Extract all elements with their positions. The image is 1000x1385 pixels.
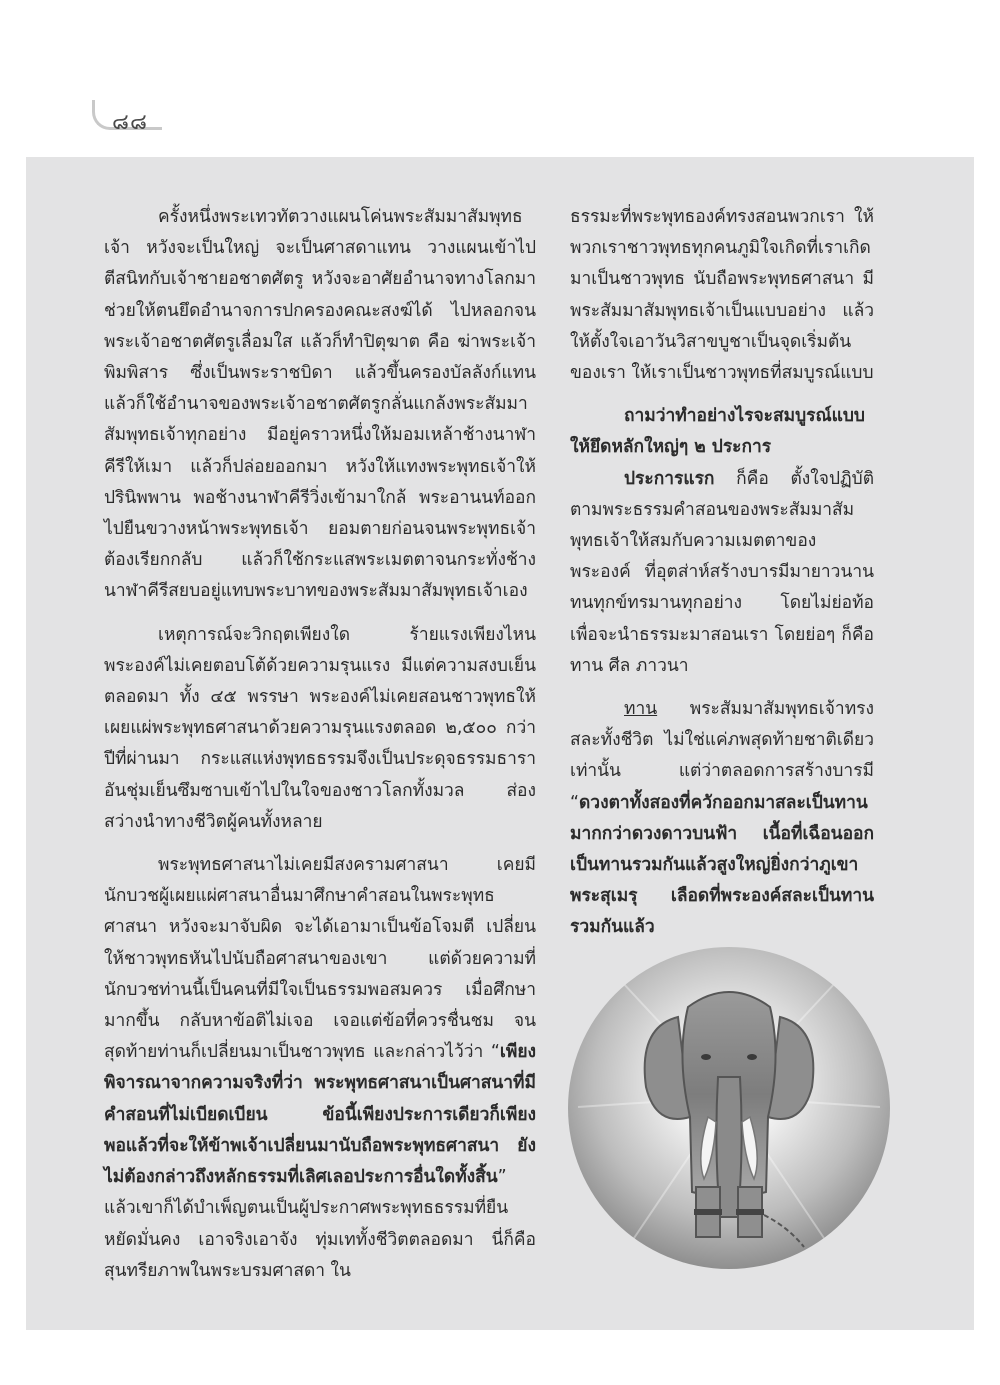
page-number: ๘๘ [112,110,148,135]
left-column [104,202,536,1287]
quote-bold: เพียงพิจารณาจากความจริงที่ว่า พระพุทธศาสนาเป็นศาสนาที่มีคำสอนที่ไม่เบียดเบียน ข้อนี้เพียงประการเดียวก็เพียงพอแล้วที่จะให้ข้าพเจ้าเปลี่ยนมานับถือพระพุทธศาสนา ยังไม่ต้องกล่าวถึงหลักธรรมที่เลิศเลอประการอื่นใดทั้งสิ้น [104,1042,536,1188]
right-column [570,202,874,944]
paragraph-devadatta: ครั้งหนึ่งพระเทวทัตวางแผนโค่นพระสัมมาสัมพุทธเจ้า หวังจะเป็นใหญ่ จะเป็นศาสดาแทน วางแผนเข้าไปตีสนิทกับเจ้าชายอชาตศัตรู หวังจะอาศัยอำนาจทางโลกมาช่วยให้ตนยึดอำนาจการปกครองคณะสงฆ์ได้ ไปหลอกจนพระเจ้าอชาตศัตรูเลื่อมใส แล้วก็ทำปิตุฆาต คือ ฆ่าพระเจ้าพิมพิสาร ซึ่งเป็นพระราชบิดา แล้วขึ้นครองบัลลังก์แทน แล้วก็ใช้อำนาจของพระเจ้าอชาตศัตรูกลั่นแกล้งพระสัมมาสัมพุทธเจ้าทุกอย่าง มีอยู่คราวหนึ่งให้มอมเหล้าช้างนาฬาคีรีให้เมา แล้วก็ปล่อยออกมา หวังให้แทงพระพุทธเจ้าให้ปรินิพพาน พอช้างนาฬาคีรีวิ่งเข้ามาใกล้ พระอานนท์ออกไปยืนขวางหน้าพระพุทธเจ้า ยอมตายก่อนจนพระพุทธเจ้าต้องเรียกกลับ แล้วก็ใช้กระแสพระเมตตาจนกระทั่งช้างนาฬาคีรีสยบอยู่แทบพระบาทของพระสัมมาสัมพุทธเจ้าเอง [104,207,536,602]
paragraph-crisis: เหตุการณ์จะวิกฤตเพียงใด ร้ายแรงเพียงไหน พระองค์ไม่เคยตอบโต้ด้วยความรุนแรง มีแต่ความสงบเย็นตลอดมา ทั้ง ๔๕ พรรษา พระองค์ไม่เคยสอนชาวพุทธให้เผยแผ่พระพุทธศาสนาด้วยความรุนแรงตลอด ๒,๕๐๐ กว่าปีที่ผ่านมา กระแสแห่งพุทธธรรมจึงเป็นประดุจธรรมธาราอันชุ่มเย็นซึมซาบเข้าไปในใจของชาวโลกทั้งมวล ส่องสว่างนำทางชีวิตผู้คนทั้งหลาย [104,624,536,832]
paragraph-tail: ” แล้วเขาก็ได้บำเพ็ญตนเป็นผู้ประกาศพระพุทธธรรมที่ยืนหยัดมั่นคง เอาจริงเอาจัง ทุ่มเททั้งชีวิตตลอดมา นี่ก็คือสุนทรียภาพในพระบรมศาสดา ใน [104,1167,536,1281]
elephant-icon [568,947,890,1269]
dana-text: พระสัมมาสัมพุทธเจ้าทรงสละทั้งชีวิต ไม่ใช่แค่ภพสุดท้ายชาติเดียวเท่านั้น แต่ว่าตลอดการสร้างบารมี “ [570,699,874,813]
elephant-illustration [568,947,890,1269]
question-bold: ถามว่าทำอย่างไรจะสมบูรณ์แบบ ให้ยึดหลักใหญ่ๆ ๒ ประการ [570,406,865,458]
paragraph-dhamma: ธรรมะที่พระพุทธองค์ทรงสอนพวกเรา ให้พวกเราชาวพุทธทุกคนภูมิใจเกิดที่เราเกิดมาเป็นชาวพุทธ นับถือพระพุทธศาสนา มีพระสัมมาสัมพุทธเจ้าเป็นแบบอย่าง แล้วให้ตั้งใจเอาวันวิสาขบูชาเป็นจุดเริ่มต้นของเรา ให้เราเป็นชาวพุทธที่สมบูรณ์แบบ [570,207,874,384]
paragraph-dana [570,694,874,944]
paragraph-no-religious-war [104,850,536,1287]
paragraph-first-principle [570,464,874,682]
first-principle-text: ก็คือ ตั้งใจปฏิบัติตามพระธรรมคำสอนของพระสัมมาสัมพุทธเจ้าให้สมกับความเมตตาของพระองค์ ที่อุตส่าห์สร้างบารมีมายาวนาน ทนทุกข์ทรมานทุกอย่าง โดยไม่ย่อท้อ เพื่อจะนำธรรมะมาสอนเรา โดยย่อๆ ก็คือ ทาน ศีล ภาวนา [570,468,874,676]
paragraph-question [570,401,874,463]
first-principle-label: ประการแรก [624,468,715,489]
dana-quote-bold: ดวงตาทั้งสองที่ควักออกมาสละเป็นทานมากกว่าดวงดาวบนฟ้า เนื้อที่เฉือนออกเป็นทานรวมกันแล้วสูงใหญ่ยิ่งกว่าภูเขาพระสุเมรุ เลือดที่พระองค์สละเป็นทาน รวมกันแล้ว [570,792,874,938]
dana-label: ทาน [624,699,658,720]
paragraph-text: พระพุทธศาสนาไม่เคยมีสงครามศาสนา เคยมีนักบวชผู้เผยแผ่ศาสนาอื่นมาศึกษาคำสอนในพระพุทธศาสนา หวังจะมาจับผิด จะได้เอามาเป็นข้อโจมตี เปลี่ยนให้ชาวพุทธหันไปนับถือศาสนาของเขา แต่ด้วยความที่นักบวชท่านนี้เป็นคนที่มีใจเป็นธรรมพอสมควร เมื่อศึกษามากขึ้น กลับหาข้อติไม่เจอ เจอแต่ข้อที่ควรชื่นชม จนสุดท้ายท่านก็เปลี่ยนมาเป็นชาวพุทธ และกล่าวไว้ว่า “ [104,855,536,1063]
